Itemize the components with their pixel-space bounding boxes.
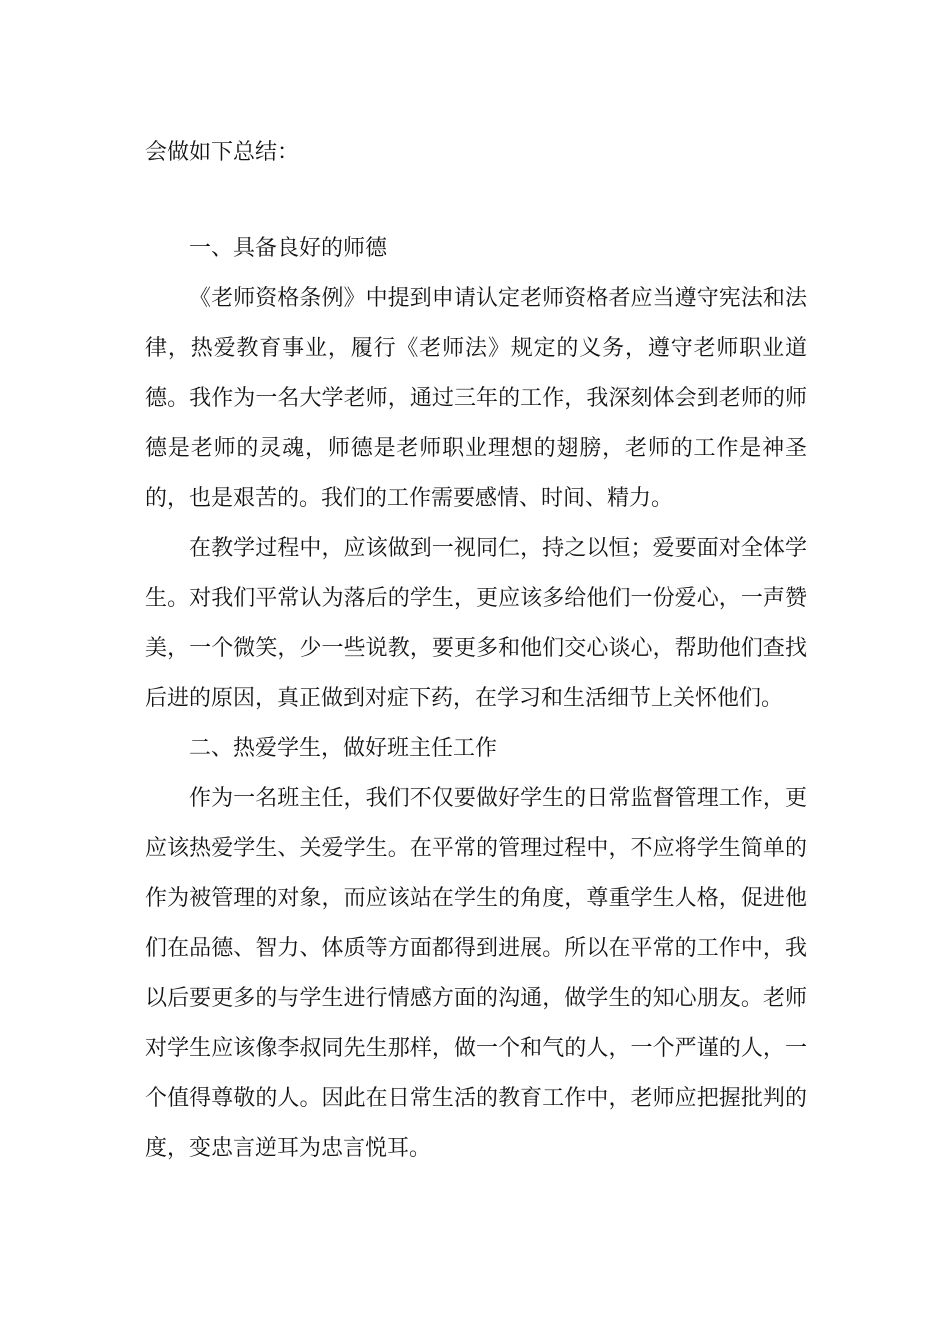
document-body bbox=[145, 224, 807, 1174]
section-1-paragraph-2: 在教学过程中，应该做到一视同仁，持之以恒；爱要面对全体学生。对我们平常认为落后的学生，更应该多给他们一份爱心，一声赞美，一个微笑，少一些说教，要更多和他们交心谈心，帮助他们查找后进的原因，真正做到对症下药，在学习和生活细节上关怀他们。 bbox=[145, 536, 807, 711]
intro-text: 会做如下总结： bbox=[145, 140, 300, 165]
section-1-heading: 一、具备良好的师德 bbox=[189, 236, 388, 261]
section-2-heading: 二、热爱学生，做好班主任工作 bbox=[189, 736, 498, 761]
section-2-paragraph-1: 作为一名班主任，我们不仅要做好学生的日常监督管理工作，更应该热爱学生、关爱学生。在平常的管理过程中，不应将学生简单的作为被管理的对象，而应该站在学生的角度，尊重学生人格，促进他们在品德、智力、体质等方面都得到进展。所以在平常的工作中，我以后要更多的与学生进行情感方面的沟通，做学生的知心朋友。老师对学生应该像李叔同先生那样，做一个和气的人，一个严谨的人，一个值得尊敬的人。因此在日常生活的教育工作中，老师应把握批判的度，变忠言逆耳为忠言悦耳。 bbox=[145, 786, 807, 1161]
intro-line bbox=[145, 128, 807, 178]
section-1-paragraph-1: 《老师资格条例》中提到申请认定老师资格者应当遵守宪法和法律，热爱教育事业，履行《老师法》规定的义务，遵守老师职业道德。我作为一名大学老师，通过三年的工作，我深刻体会到老师的师德是老师的灵魂，师德是老师职业理想的翅膀，老师的工作是神圣的，也是艰苦的。我们的工作需要感情、时间、精力。 bbox=[145, 286, 807, 511]
